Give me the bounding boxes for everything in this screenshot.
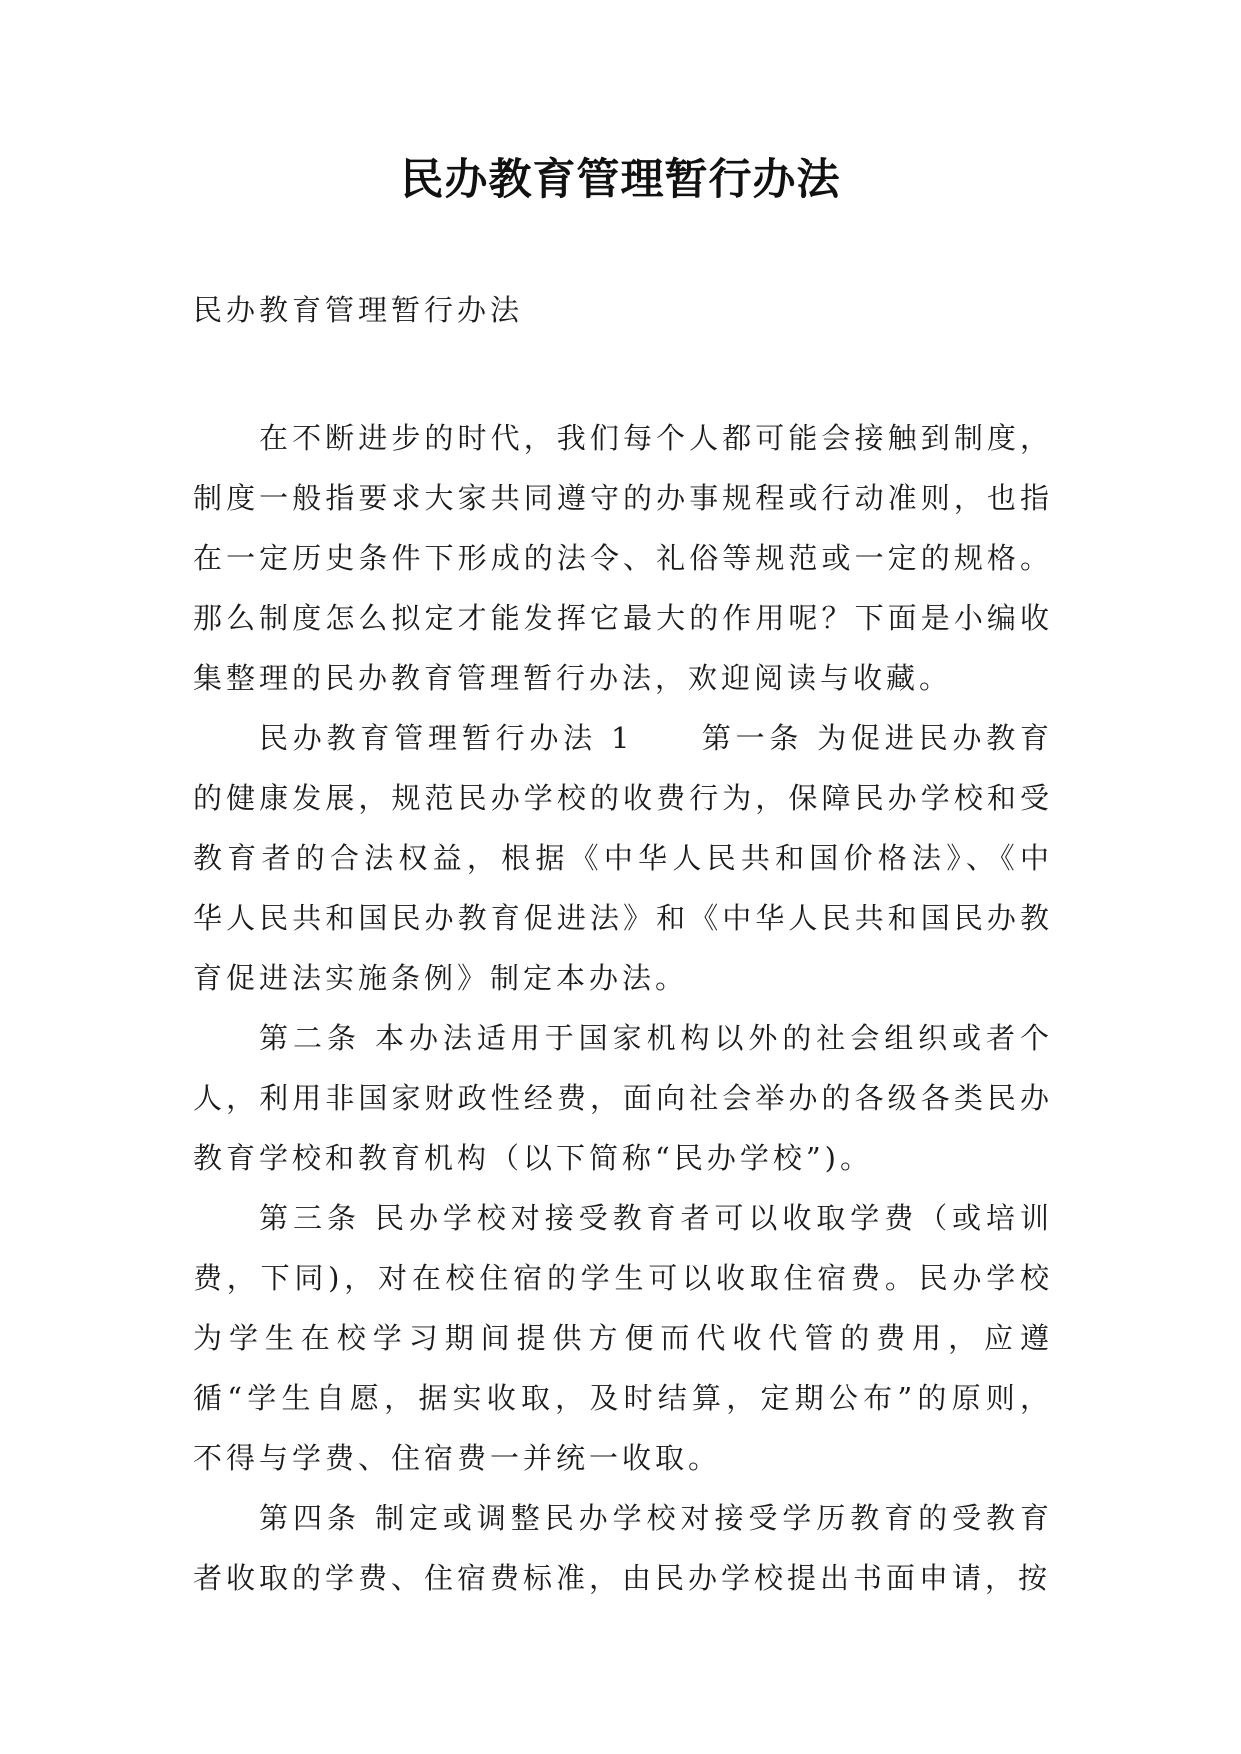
paragraph-article-2: 第二条 本办法适用于国家机构以外的社会组织或者个人，利用非国家财政性经费，面向社会举办的各级各类民办教育学校和教育机构（以下简称“民办学校”)。 [193,1021,1053,1175]
paragraph-intro: 在不断进步的时代，我们每个人都可能会接触到制度，制度一般指要求大家共同遵守的办事规程或行动准则，也指在一定历史条件下形成的法令、礼俗等规范或一定的规格。那么制度怎么拟定才能发挥它最大的作用呢？下面是小编收集整理的民办教育管理暂行办法，欢迎阅读与收藏。 [193,421,1053,695]
document-body [193,408,1053,1608]
paragraph-article-3: 第三条 民办学校对接受教育者可以收取学费（或培训费，下同)，对在校住宿的学生可以收取住宿费。民办学校为学生在校学习期间提供方便而代收代管的费用，应遵循“学生自愿，据实收取，及时结算，定期公布”的原则，不得与学费、住宿费一并统一收取。 [193,1201,1053,1475]
paragraph-article-1: 民办教育管理暂行办法 1 第一条 为促进民办教育的健康发展，规范民办学校的收费行为，保障民办学校和受教育者的合法权益，根据《中华人民共和国价格法》、《中华人民共和国民办教育促进法》和《中华人民共和国民办教育促进法实施条例》制定本办法。 [193,721,1053,995]
paragraph-article-4: 第四条 制定或调整民办学校对接受学历教育的受教育者收取的学费、住宿费标准，由民办学校提出书面申请，按 [193,1501,1053,1595]
document-title: 民办教育管理暂行办法 [400,155,841,205]
document-subtitle: 民办教育管理暂行办法 [193,293,524,327]
